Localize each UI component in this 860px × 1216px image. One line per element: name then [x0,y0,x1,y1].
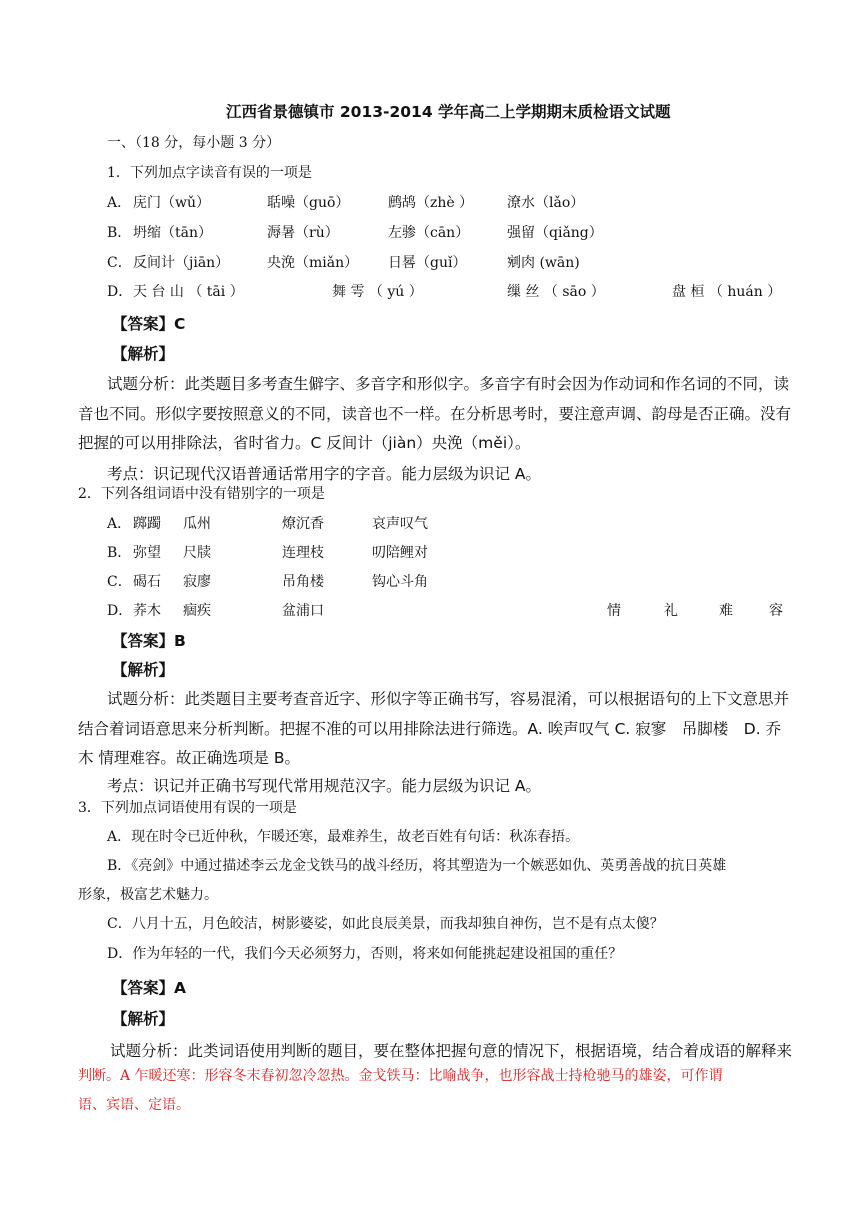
q3-answer: 【答案】A [112,979,187,997]
q3-option-a: A．现在时令已近仲秋，乍暖还寒，最难养生，故老百姓有句话：秋冻春捂。 [107,829,580,845]
q1-analysis-line: 把握的可以用排除法，省时省力。C 反间计（jiàn）央浼（měi）。 [78,434,531,452]
q3-option-d: D．作为年轻的一代，我们今天必须努力，否则，将来如何能挑起建设祖国的重任？ [107,946,623,962]
q2-analysis-line: 结合着词语意思来分析判断。把握不准的可以用排除法进行筛选。A. 唉声叹气 C. 寂寥 吊脚楼 D. 乔 [78,720,782,738]
q2-kaodian: 考点：识记并正确书写现代常用规范汉字。能力层级为识记 A。 [107,777,542,795]
document-title: 江西省景德镇市 2013-2014 学年高二上学期期末质检语文试题 [226,103,671,121]
q2-analysis-line: 木 情理难容。故正确选项是 B。 [78,749,300,767]
document-page: 江西省景德镇市 2013-2014 学年高二上学期期末质检语文试题 一、（18 分，每小题 3 分） 1．下列加点字读音有误的一项是 A． 庑门（wǔ） 聒噪（guō） 鹧鸪（zhè ） 潦水（lǎo） B． 坍缩（tān） 溽暑（rù） 左骖（cān） 强留（qiǎng） C． 反间计（jiān） 央浼（miǎn） 日晷（guǐ） 剜肉 (wān) D． 天 台 山 （ tāi ） 舞 雩 （ yú ） 缫 丝 （ sāo ） 盘 桓 （ huán ） 【答案】C 【解析】 试题分析：此类题目多考查生僻字、多音字和形似字。多音字有时会因为作动词和作名词的不同，读 音也不同。形似字要按照意义的不同，读音也不一样。在分析思考时，要注意声调、韵母是否正确。没有 把握的可以用排除法，省时省力。C 反间计（jiàn）央浼（měi）。 考点：识记现代汉语普通话常用字的字音。能力层级为识记 A。 2．下列各组词语中没有错别字的一项是 A． 踯躅 瓜州 燎沉香 哀声叹气 B． 弥望 尺牍 连理枝 叨陪鲤对 C． 碣石 寂廖 吊角楼 钩心斗角 D． 荞木 痼疾 盆浦口 情 礼 难 容 【答案】B 【解析】 试题分析：此类题目主要考查音近字、形似字等正确书写，容易混淆，可以根据语句的上下文意思并 结合着词语意思来分析判断。把握不准的可以用排除法进行筛选。A. 唉声叹气 C. 寂寥 吊脚楼 D. 乔 木 情理难容。故正确选项是 B。 考点：识记并正确书写现代常用规范汉字。能力层级为识记 A。 3．下列加点词语使用有误的一项是 A．现在时令已近仲秋，乍暖还寒，最难养生，故老百姓有句话：秋冻春捂。 B．《亮剑》中通过描述李云龙金戈铁马的战斗经历，将其塑造为一个嫉恶如仇、英勇善战的抗日英雄 形象，极富艺术魅力。 C．八月十五，月色皎洁，树影婆娑，如此良辰美景，而我却独自神伤，岂不是有点太傻？ D．作为年轻的一代，我们今天必须努力，否则，将来如何能挑起建设祖国的重任？ 【答案】A 【解析】 试题分析：此类词语使用判断的题目，要在整体把握句意的情况下，根据语境，结合着成语的解释来 判断。A 乍暖还寒：形容冬末春初忽冷忽热。金戈铁马：比喻战争，也形容战士持枪驰马的雄姿，可作谓 语、宾语、定语。 [78,103,793,1113]
q2-analysis-label: 【解析】 [112,661,175,679]
q1-analysis-line: 试题分析：此类题目多考查生僻字、多音字和形似字。多音字有时会因为作动词和作名词的不同，读 [107,375,790,393]
q1-kaodian: 考点：识记现代汉语普通话常用字的字音。能力层级为识记 A。 [107,465,542,483]
q2-answer: 【答案】B [112,632,186,650]
q3-option-b-cont: 形象，极富艺术魅力。 [78,887,218,903]
q3-option-b: B．《亮剑》中通过描述李云龙金戈铁马的战斗经历，将其塑造为一个嫉恶如仇、英勇善战的抗日英雄 [107,858,727,874]
q2-analysis-line: 试题分析：此类题目主要考查音近字、形似字等正确书写，容易混淆，可以根据语句的上下文意思并 [107,690,790,708]
q3-analysis-line: 试题分析：此类词语使用判断的题目，要在整体把握句意的情况下，根据语境，结合着成语的解释来 [110,1042,793,1060]
q1-analysis-line: 音也不同。形似字要按照意义的不同，读音也不一样。在分析思考时，要注意声调、韵母是否正确。没有 [78,405,792,423]
q3-analysis-highlight: 判断。A 乍暖还寒：形容冬末春初忽冷忽热。金戈铁马：比喻战争，也形容战士持枪驰马的雄姿，可作谓 [78,1068,723,1084]
q1-analysis-label: 【解析】 [112,345,175,363]
q1-answer: 【答案】C [112,315,186,333]
q3-analysis-highlight: 语、宾语、定语。 [78,1097,190,1113]
q3-analysis-label: 【解析】 [112,1010,175,1028]
section-heading: 一、（18 分，每小题 3 分） [107,135,281,151]
q3-option-c: C．八月十五，月色皎洁，树影婆娑，如此良辰美景，而我却独自神伤，岂不是有点太傻？ [107,916,664,932]
q2-stem: 2．下列各组词语中没有错别字的一项是 [78,486,325,502]
q1-stem: 1．下列加点字读音有误的一项是 [107,165,312,181]
q3-stem: 3．下列加点词语使用有误的一项是 [78,800,297,816]
